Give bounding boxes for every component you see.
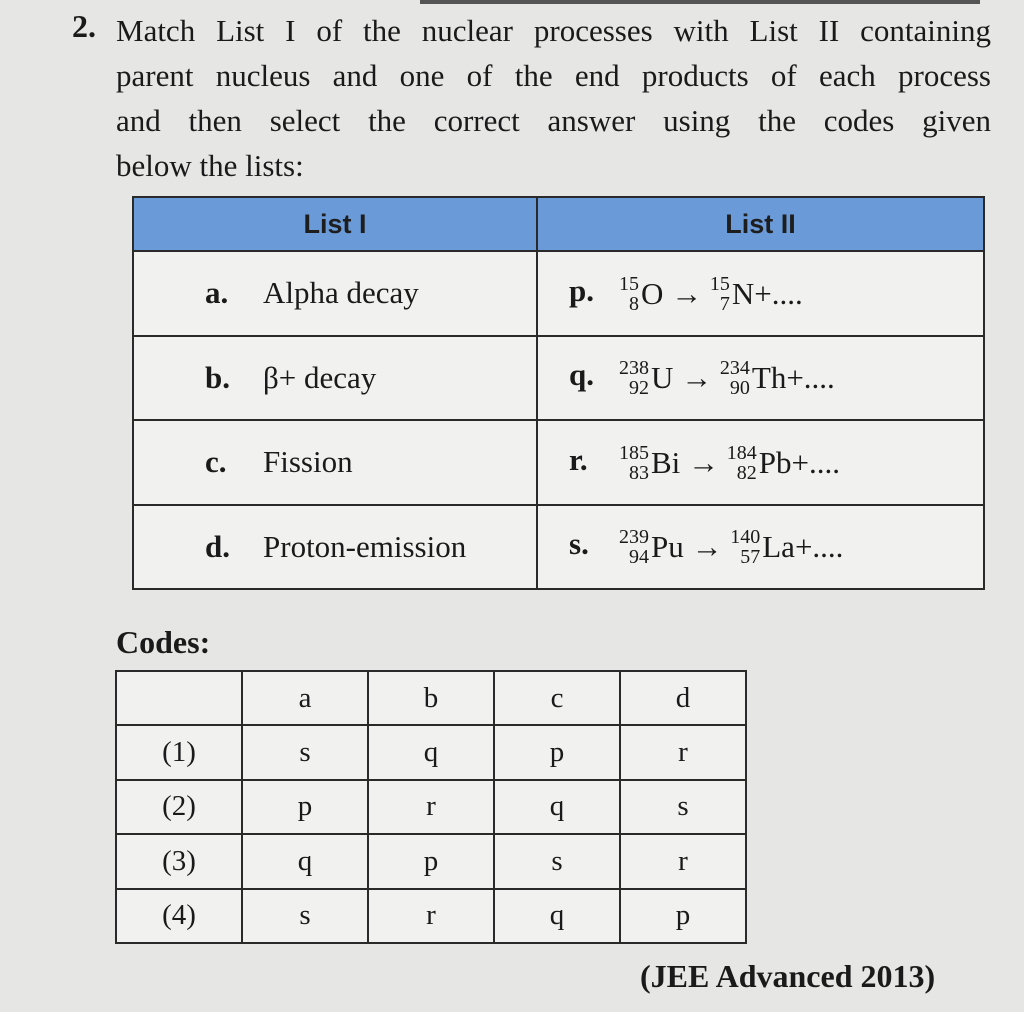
codes-heading: Codes: — [116, 624, 211, 660]
list-1-cell — [133, 505, 537, 590]
item-label: d. — [205, 528, 230, 564]
mass-number: 239 — [619, 526, 649, 549]
list-1-header: List I — [133, 197, 537, 251]
parent-isotope-numbers — [619, 274, 639, 314]
list-1-cell — [133, 336, 537, 421]
question-text — [116, 8, 991, 188]
parent-isotope-numbers — [619, 443, 649, 483]
mass-number: 15 — [709, 272, 730, 295]
daughter-symbol: N — [731, 275, 755, 311]
atomic-number: 92 — [629, 377, 649, 400]
lists-header-row — [133, 197, 984, 251]
atomic-number: 94 — [629, 546, 649, 569]
codes-row — [116, 780, 746, 834]
parent-symbol: U — [651, 360, 674, 396]
code-cell: p — [242, 780, 368, 834]
daughter-isotope-numbers — [730, 527, 760, 567]
list-row — [133, 505, 984, 590]
process-name: Proton-emission — [263, 528, 467, 564]
atomic-number: 90 — [729, 377, 750, 400]
codes-row — [116, 889, 746, 943]
daughter-isotope-numbers — [727, 443, 757, 483]
item-label: b. — [205, 359, 230, 395]
reaction-arrow: → — [688, 444, 720, 480]
codes-header-row — [116, 671, 746, 725]
reaction-tail: +.... — [754, 275, 803, 311]
codes-header-cell: a — [242, 671, 368, 725]
code-cell: p — [494, 725, 620, 779]
code-cell: q — [242, 834, 368, 888]
reaction-arrow: → — [681, 360, 713, 396]
list-2-cell — [537, 420, 984, 505]
atomic-number: 82 — [736, 461, 757, 484]
code-cell: s — [242, 889, 368, 943]
item-label: p. — [569, 272, 594, 308]
list-row — [133, 420, 984, 505]
process-name: β+ decay — [263, 359, 377, 395]
code-cell: p — [620, 889, 746, 943]
code-cell: p — [368, 834, 494, 888]
mass-number: 238 — [619, 357, 649, 380]
codes-header-cell: d — [620, 671, 746, 725]
list-2-header: List II — [537, 197, 984, 251]
list-1-cell — [133, 420, 537, 505]
codes-header-cell: b — [368, 671, 494, 725]
code-cell: s — [494, 834, 620, 888]
mass-number: 15 — [619, 272, 639, 295]
top-rule — [420, 0, 980, 4]
codes-row — [116, 834, 746, 888]
question-line: and then select the correct answer using the codes given — [116, 103, 991, 138]
codes-table — [115, 670, 747, 944]
code-cell: r — [620, 834, 746, 888]
item-label: a. — [205, 275, 229, 311]
source-citation: (JEE Advanced 2013) — [640, 958, 936, 994]
daughter-symbol: La — [762, 529, 795, 565]
question-line: Match List I of the nuclear processes with List II containing — [116, 13, 991, 48]
atomic-number: 7 — [719, 292, 730, 315]
parent-symbol: O — [641, 275, 664, 311]
item-label: r. — [569, 441, 588, 477]
parent-isotope-numbers — [619, 527, 649, 567]
code-cell: r — [368, 780, 494, 834]
code-cell: q — [494, 889, 620, 943]
code-cell: r — [368, 889, 494, 943]
mass-number: 140 — [730, 526, 761, 549]
daughter-isotope-numbers — [710, 274, 730, 314]
match-lists-table — [132, 196, 985, 590]
codes-row — [116, 725, 746, 779]
parent-isotope-numbers — [619, 358, 649, 398]
item-label: c. — [205, 444, 227, 480]
list-2-cell — [537, 251, 984, 336]
question-number: 2. — [72, 8, 96, 44]
codes-header-cell: c — [494, 671, 620, 725]
reaction-tail: +.... — [791, 444, 841, 480]
option-label: (1) — [116, 725, 242, 779]
code-cell: q — [494, 780, 620, 834]
atomic-number: 83 — [629, 461, 649, 484]
code-cell: q — [368, 725, 494, 779]
list-1-cell — [133, 251, 537, 336]
mass-number: 234 — [719, 357, 750, 380]
daughter-symbol: Th — [751, 360, 787, 396]
code-cell: s — [620, 780, 746, 834]
codes-header-cell — [116, 671, 242, 725]
list-row — [133, 251, 984, 336]
reaction-arrow: → — [691, 529, 723, 565]
parent-symbol: Pu — [651, 529, 684, 565]
atomic-number: 57 — [740, 546, 761, 569]
reaction-tail: +.... — [794, 529, 844, 565]
process-name: Alpha decay — [263, 275, 419, 311]
option-label: (3) — [116, 834, 242, 888]
mass-number: 185 — [619, 441, 649, 464]
process-name: Fission — [263, 444, 353, 480]
parent-symbol: Bi — [651, 444, 681, 480]
question-line: below the lists: — [116, 148, 304, 183]
atomic-number: 8 — [629, 292, 639, 315]
option-label: (2) — [116, 780, 242, 834]
reaction-tail: +.... — [786, 360, 835, 396]
code-cell: r — [620, 725, 746, 779]
list-2-cell — [537, 505, 984, 590]
reaction-arrow: → — [671, 275, 703, 311]
daughter-symbol: Pb — [758, 444, 792, 480]
list-2-cell — [537, 336, 984, 421]
option-label: (4) — [116, 889, 242, 943]
question-line: parent nucleus and one of the end products of each process — [116, 58, 991, 93]
item-label: q. — [569, 357, 594, 393]
mass-number: 184 — [726, 441, 757, 464]
list-row — [133, 336, 984, 421]
daughter-isotope-numbers — [720, 358, 750, 398]
code-cell: s — [242, 725, 368, 779]
item-label: s. — [569, 526, 589, 562]
